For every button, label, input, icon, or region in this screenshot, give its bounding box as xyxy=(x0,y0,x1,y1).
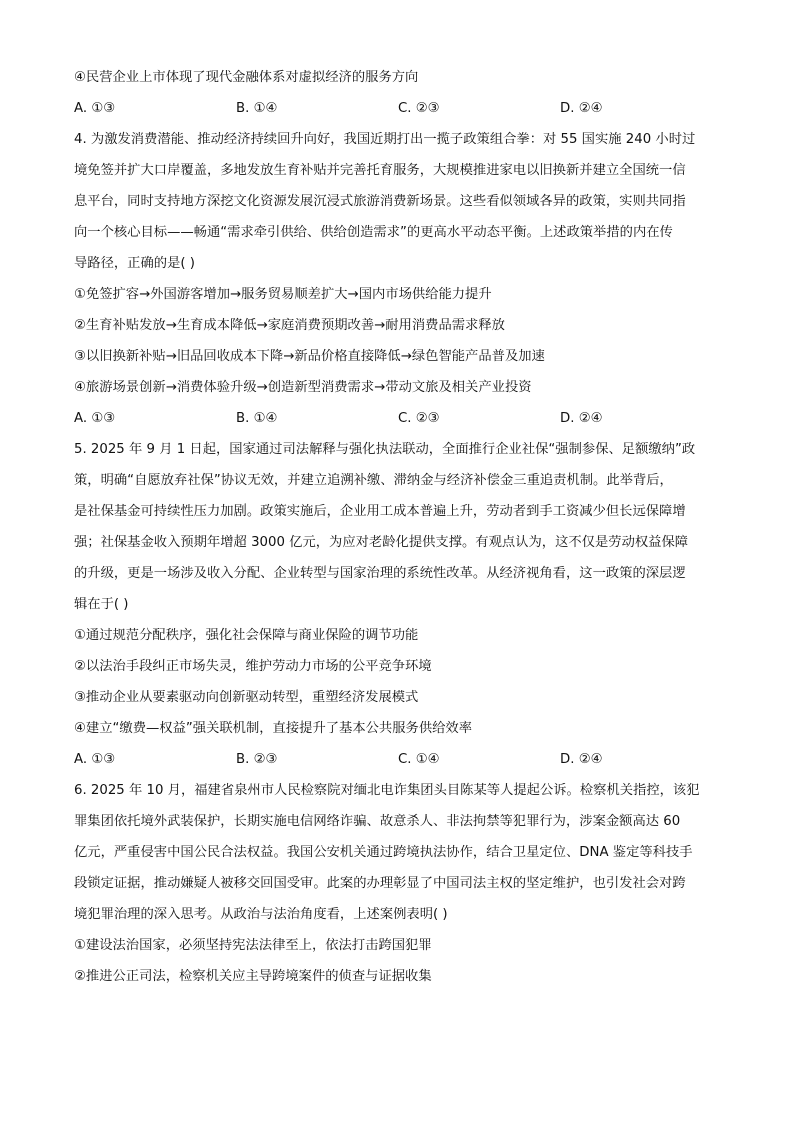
q5-item-3: ③推动企业从要素驱动向创新驱动转型，重塑经济发展模式 xyxy=(74,690,419,705)
q4-stem-line: 境免签并扩大口岸覆盖，多地发放生育补贴并完善托育服务，大规模推进家电以旧换新并建立全国统一信 xyxy=(74,163,686,178)
question-5 xyxy=(74,434,724,775)
q5-option-c: C. ①④ xyxy=(398,752,440,767)
q6-stem-line: 段锁定证据，推动嫌疑人被移交回国受审。此案的办理彰显了中国司法主权的坚定维护，也引发社会对跨 xyxy=(74,876,686,891)
q5-stem-line: 的升级，更是一场涉及收入分配、企业转型与国家治理的系统性改革。从经济视角看，这一政策的深层逻 xyxy=(74,566,686,581)
q4-item-3: ③以旧换新补贴→旧品回收成本下降→新品价格直接降低→绿色智能产品普及加速 xyxy=(74,349,545,364)
q3-options xyxy=(74,93,724,124)
q5-stem-line: 5. 2025 年 9 月 1 日起，国家通过司法解释与强化执法联动，全面推行企业社保“强制参保、足额缴纳”政 xyxy=(74,442,696,457)
q5-item-2: ②以法治手段纠正市场失灵，维护劳动力市场的公平竞争环境 xyxy=(74,659,432,674)
q4-item-2: ②生育补贴发放→生育成本降低→家庭消费预期改善→耐用消费品需求释放 xyxy=(74,318,505,333)
question-6 xyxy=(74,775,724,992)
q3-option-a: A. ①③ xyxy=(74,101,116,116)
q4-item-1: ①免签扩容→外国游客增加→服务贸易顺差扩大→国内市场供给能力提升 xyxy=(74,287,492,302)
q5-stem-line: 辑在于( ) xyxy=(74,597,129,612)
q4-stem-line: 向一个核心目标——畅通“需求牵引供给、供给创造需求”的更高水平动态平衡。上述政策举措的内在传 xyxy=(74,225,673,240)
q6-stem-line: 亿元，严重侵害中国公民合法权益。我国公安机关通过跨境执法协作，结合卫星定位、DNA 鉴定等科技手 xyxy=(74,845,693,860)
page-content xyxy=(74,62,724,992)
q5-item-1: ①通过规范分配秩序，强化社会保障与商业保险的调节功能 xyxy=(74,628,419,643)
q4-stem-line: 导路径，正确的是( ) xyxy=(74,256,195,271)
q4-stem-line: 4. 为激发消费潜能、推动经济持续回升向好，我国近期打出一揽子政策组合拳：对 55 国实施 240 小时过 xyxy=(74,132,696,147)
q5-stem-line: 策，明确“自愿放弃社保”协议无效，并建立追溯补缴、滞纳金与经济补偿金三重追责机制。此举背后， xyxy=(74,473,673,488)
q6-stem-line: 6. 2025 年 10 月，福建省泉州市人民检察院对缅北电诈集团头目陈某等人提起公诉。检察机关指控，该犯 xyxy=(74,783,700,798)
question-4 xyxy=(74,124,724,434)
q3-option-c: C. ②③ xyxy=(398,101,440,116)
q5-options xyxy=(74,744,724,775)
q5-stem-line: 强；社保基金收入预期年增超 3000 亿元，为应对老龄化提供支撑。有观点认为，这不仅是劳动权益保障 xyxy=(74,535,689,550)
q3-option-b: B. ①④ xyxy=(236,101,278,116)
q5-stem-line: 是社保基金可持续性压力加剧。政策实施后，企业用工成本普遍上升，劳动者到手工资减少但长远保障增 xyxy=(74,504,686,519)
q6-stem-line: 罪集团依托境外武装保护，长期实施电信网络诈骗、故意杀人、非法拘禁等犯罪行为，涉案金额高达 60 xyxy=(74,814,681,829)
q3-option-d: D. ②④ xyxy=(560,101,603,116)
q4-option-b: B. ①④ xyxy=(236,411,278,426)
q6-stem-line: 境犯罪治理的深入思考。从政治与法治角度看，上述案例表明( ) xyxy=(74,907,448,922)
q3-item-4: ④民营企业上市体现了现代金融体系对虚拟经济的服务方向 xyxy=(74,70,419,85)
q4-option-d: D. ②④ xyxy=(560,411,603,426)
q5-option-d: D. ②④ xyxy=(560,752,603,767)
q6-item-1: ①建设法治国家，必须坚持宪法法律至上，依法打击跨国犯罪 xyxy=(74,938,432,953)
q6-item-2: ②推进公正司法，检察机关应主导跨境案件的侦查与证据收集 xyxy=(74,969,432,984)
q5-item-4: ④建立“缴费—权益”强关联机制，直接提升了基本公共服务供给效率 xyxy=(74,721,473,736)
q4-item-4: ④旅游场景创新→消费体验升级→创造新型消费需求→带动文旅及相关产业投资 xyxy=(74,380,532,395)
q5-option-b: B. ②③ xyxy=(236,752,278,767)
q4-stem-line: 息平台，同时支持地方深挖文化资源发展沉浸式旅游消费新场景。这些看似领域各异的政策，实则共同指 xyxy=(74,194,686,209)
q4-option-c: C. ②③ xyxy=(398,411,440,426)
q4-option-a: A. ①③ xyxy=(74,411,116,426)
q4-options xyxy=(74,403,724,434)
question-3-tail xyxy=(74,62,724,124)
q5-option-a: A. ①③ xyxy=(74,752,116,767)
